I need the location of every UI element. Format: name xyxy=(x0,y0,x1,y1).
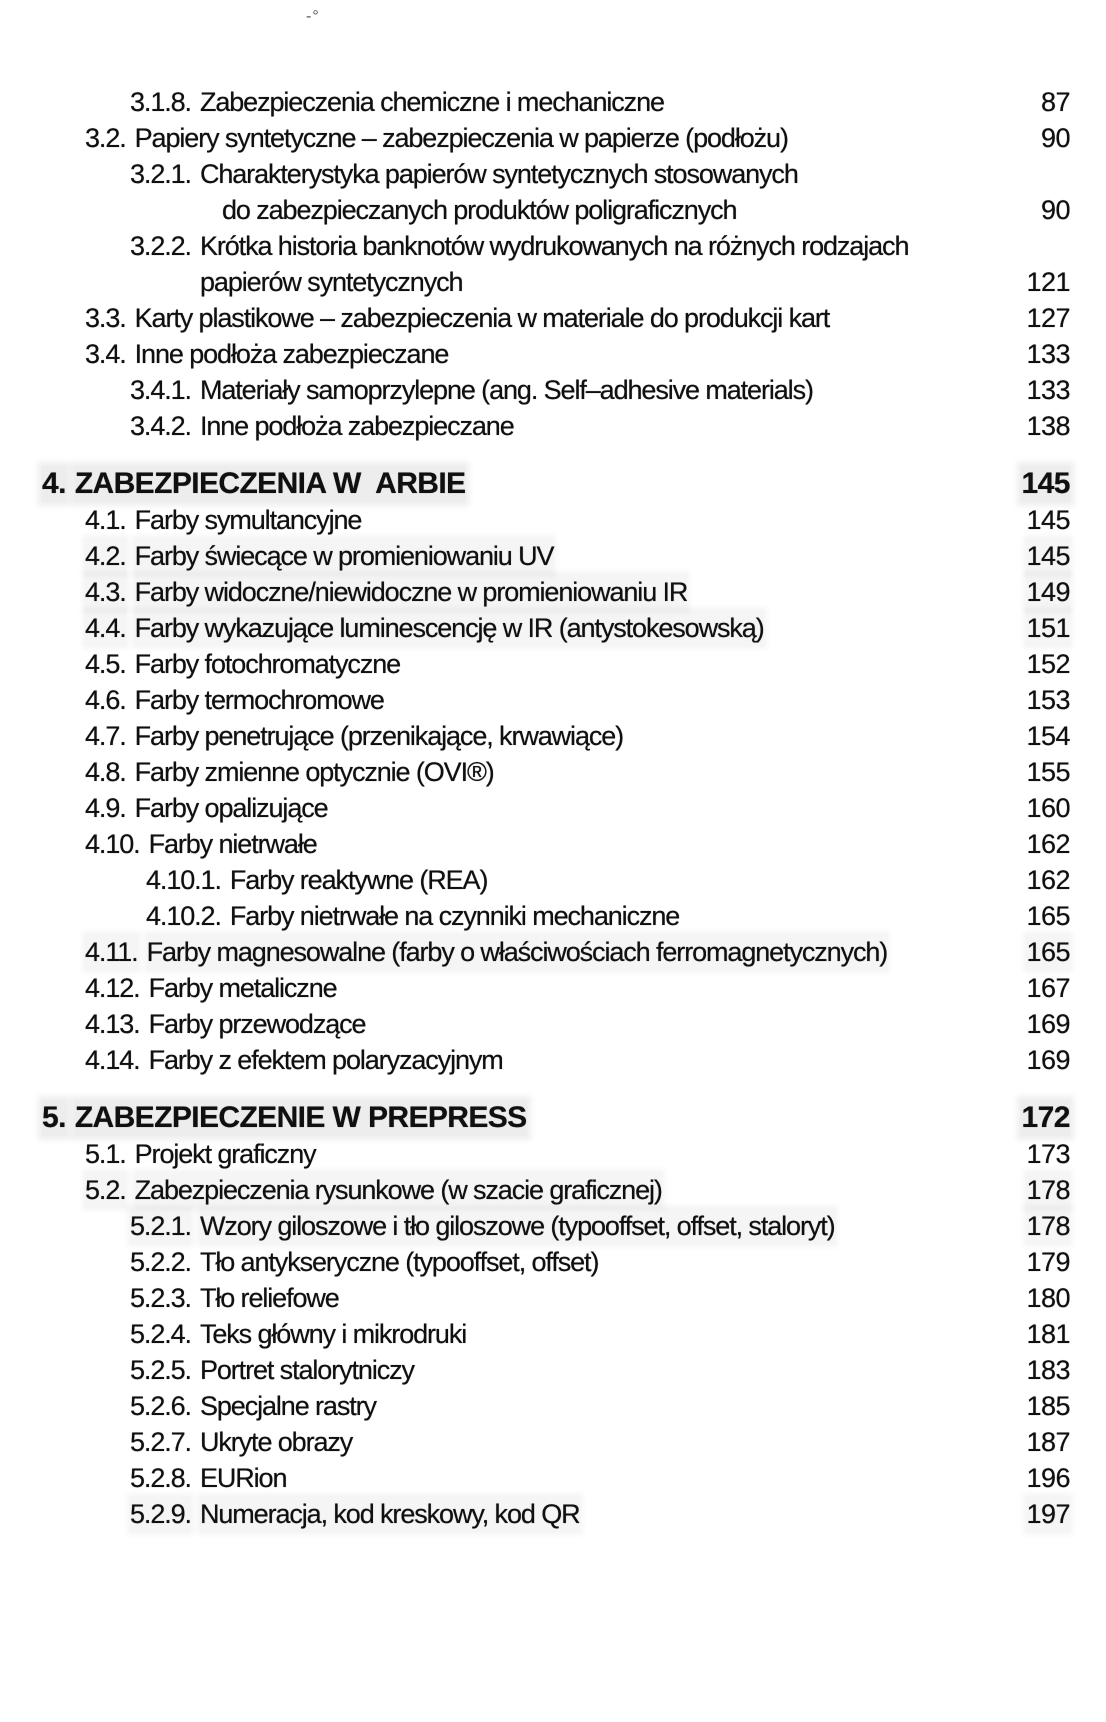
entry-number: 5. xyxy=(42,1101,66,1134)
entry-number: 4.11. xyxy=(85,934,138,970)
entry-page-number: 172 xyxy=(1021,1101,1070,1134)
entry-number: 4.5. xyxy=(85,649,126,679)
entry-number: 3.2.2. xyxy=(130,231,191,261)
entry-page-number: 180 xyxy=(1026,1283,1070,1313)
entry-page-number: 121 xyxy=(1026,267,1070,297)
entry-number: 3.4.1. xyxy=(130,375,191,405)
entry-number: 3.2. xyxy=(85,123,126,153)
entry-page-number: 185 xyxy=(1026,1391,1070,1421)
entry-title: Farby opalizujące xyxy=(134,793,328,823)
toc-entry xyxy=(0,1042,1106,1078)
entry-title: Specjalne rastry xyxy=(199,1391,376,1421)
toc-entry xyxy=(0,228,1106,264)
entry-title: Farby świecące w promieniowaniu UV xyxy=(135,538,554,574)
toc-entry xyxy=(0,934,1106,970)
entry-page-number: 145 xyxy=(1026,538,1070,574)
entry-number: 5.2.8. xyxy=(130,1463,191,1493)
entry-number: 4.6. xyxy=(85,685,126,715)
entry-title: Farby reaktywne (REA) xyxy=(229,865,488,895)
entry-title: Farby widoczne/niewidoczne w promieniowaniu IR xyxy=(135,574,688,610)
entry-number: 5.2.2. xyxy=(130,1247,191,1277)
entry-number: 5.1. xyxy=(85,1139,126,1169)
entry-page-number: 152 xyxy=(1026,649,1070,679)
entry-number: 3.1.8. xyxy=(130,87,191,117)
entry-page-number: 167 xyxy=(1026,973,1070,1003)
entry-title: Farby przewodzące xyxy=(148,1009,366,1039)
entry-number: 4.14. xyxy=(85,1045,140,1075)
entry-page-number: 90 xyxy=(1040,195,1070,225)
entry-page-number: 138 xyxy=(1026,411,1070,441)
entry-title: Farby fotochromatyczne xyxy=(134,649,401,679)
toc-entry xyxy=(0,538,1106,574)
toc-entry xyxy=(0,574,1106,610)
entry-number: 4.10. xyxy=(85,829,140,859)
entry-number: 5.2.7. xyxy=(130,1427,191,1457)
entry-title: Teks główny i mikrodruki xyxy=(199,1319,467,1349)
entry-page-number: 153 xyxy=(1026,685,1070,715)
toc-entry xyxy=(0,1352,1106,1388)
entry-number: 4.12. xyxy=(85,973,140,1003)
toc-entry xyxy=(0,1316,1106,1352)
entry-number: 5.2.9. xyxy=(130,1496,191,1532)
entry-title: Tło antykseryczne (typooffset, offset) xyxy=(199,1247,599,1277)
entry-title: Krótka historia banknotów wydrukowanych na różnych rodzajach xyxy=(199,231,909,261)
entry-title: ZABEZPIECZENIE W PREPRESS xyxy=(74,1101,527,1134)
entry-page-number: 154 xyxy=(1026,721,1070,751)
entry-number: 4.10.1. xyxy=(146,865,221,895)
entry-number: 5.2.3. xyxy=(130,1283,191,1313)
entry-number: 5.2.6. xyxy=(130,1391,191,1421)
entry-page-number: 183 xyxy=(1026,1355,1070,1385)
entry-title: Zabezpieczenia chemiczne i mechaniczne xyxy=(199,87,664,117)
entry-title: Farby metaliczne xyxy=(148,973,337,1003)
entry-title: Farby nietrwałe xyxy=(148,829,317,859)
entry-title: Ukryte obrazy xyxy=(199,1427,353,1457)
toc-list xyxy=(0,84,1106,1532)
toc-entry xyxy=(0,610,1106,646)
entry-page-number: 179 xyxy=(1026,1247,1070,1277)
entry-page-number: 196 xyxy=(1026,1463,1070,1493)
entry-number: 5.2.5. xyxy=(130,1355,191,1385)
toc-entry xyxy=(0,1100,1106,1136)
entry-title: Inne podłoża zabezpieczane xyxy=(134,339,449,369)
entry-number: 4.9. xyxy=(85,793,126,823)
entry-title: Materiały samoprzylepne (ang. Self–adhesive materials) xyxy=(199,375,813,405)
entry-title: Farby magnesowalne (farby o właściwościach ferromagnetycznych) xyxy=(147,934,888,970)
entry-title: EURion xyxy=(199,1463,287,1493)
entry-page-number: 151 xyxy=(1026,610,1070,646)
entry-number: 4. xyxy=(42,467,66,500)
toc-entry xyxy=(0,1280,1106,1316)
toc-entry xyxy=(0,192,1106,228)
entry-title: Farby nietrwałe na czynniki mechaniczne xyxy=(229,901,680,931)
entry-title: Projekt graficzny xyxy=(134,1139,316,1169)
entry-page-number: 133 xyxy=(1026,375,1070,405)
entry-number: 3.3. xyxy=(85,303,126,333)
toc-entry xyxy=(0,898,1106,934)
entry-page-number: 149 xyxy=(1026,574,1070,610)
toc-entry xyxy=(0,862,1106,898)
toc-entry xyxy=(0,502,1106,538)
toc-entry xyxy=(0,1244,1106,1280)
entry-title: Papiery syntetyczne – zabezpieczenia w papierze (podłożu) xyxy=(134,123,788,153)
entry-title: Portret stalorytniczy xyxy=(199,1355,414,1385)
entry-page-number: 165 xyxy=(1026,934,1070,970)
entry-title: Inne podłoża zabezpieczane xyxy=(199,411,514,441)
entry-page-number: 173 xyxy=(1026,1139,1070,1169)
entry-title: Karty plastikowe – zabezpieczenia w materiale do produkcji kart xyxy=(134,303,830,333)
toc-entry xyxy=(0,84,1106,120)
entry-title: Farby zmienne optycznie (OVI®) xyxy=(134,757,494,787)
toc-entry xyxy=(0,1424,1106,1460)
stray-scan-mark: -° xyxy=(306,8,320,25)
toc-entry xyxy=(0,408,1106,444)
entry-number: 4.10.2. xyxy=(146,901,221,931)
toc-entry xyxy=(0,1136,1106,1172)
toc-entry xyxy=(0,682,1106,718)
toc-entry xyxy=(0,1496,1106,1532)
toc-entry xyxy=(0,826,1106,862)
toc-entry xyxy=(0,156,1106,192)
toc-entry xyxy=(0,372,1106,408)
entry-page-number: 90 xyxy=(1040,123,1070,153)
entry-number: 4.1. xyxy=(85,505,126,535)
toc-entry xyxy=(0,718,1106,754)
entry-page-number: 162 xyxy=(1026,829,1070,859)
toc-entry xyxy=(0,336,1106,372)
entry-title: Farby penetrujące (przenikające, krwawiące) xyxy=(134,721,624,751)
entry-number: 5.2. xyxy=(85,1172,126,1208)
entry-page-number: 145 xyxy=(1021,467,1070,500)
entry-page-number: 145 xyxy=(1026,505,1070,535)
entry-title: Farby termochromowe xyxy=(134,685,384,715)
entry-title: Farby symultancyjne xyxy=(134,505,362,535)
entry-page-number: 169 xyxy=(1026,1045,1070,1075)
toc-entry xyxy=(0,1388,1106,1424)
entry-page-number: 160 xyxy=(1026,793,1070,823)
entry-page-number: 181 xyxy=(1026,1319,1070,1349)
toc-entry xyxy=(0,646,1106,682)
entry-page-number: 155 xyxy=(1026,757,1070,787)
entry-number: 5.2.1. xyxy=(130,1208,191,1244)
entry-title: ZABEZPIECZENIA W ARBIE xyxy=(74,467,466,500)
entry-number: 5.2.4. xyxy=(130,1319,191,1349)
entry-number: 4.13. xyxy=(85,1009,140,1039)
entry-page-number: 133 xyxy=(1026,339,1070,369)
entry-number: 4.7. xyxy=(85,721,126,751)
toc-entry xyxy=(0,1006,1106,1042)
entry-title: Zabezpieczenia rysunkowe (w szacie graficznej) xyxy=(135,1172,662,1208)
entry-title: do zabezpieczanych produktów poligraficznych xyxy=(222,195,737,225)
toc-entry xyxy=(0,300,1106,336)
entry-page-number: 178 xyxy=(1026,1172,1070,1208)
entry-title: Charakterystyka papierów syntetycznych stosowanych xyxy=(199,159,798,189)
entry-page-number: 187 xyxy=(1026,1427,1070,1457)
toc-entry xyxy=(0,754,1106,790)
toc-entry xyxy=(0,466,1106,502)
entry-page-number: 178 xyxy=(1026,1208,1070,1244)
entry-title: Numeracja, kod kreskowy, kod QR xyxy=(200,1496,580,1532)
entry-number: 3.2.1. xyxy=(130,159,191,189)
toc-entry xyxy=(0,120,1106,156)
entry-page-number: 162 xyxy=(1026,865,1070,895)
entry-page-number: 165 xyxy=(1026,901,1070,931)
entry-title: papierów syntetycznych xyxy=(200,267,463,297)
entry-number: 4.3. xyxy=(85,574,126,610)
toc-entry xyxy=(0,1460,1106,1496)
toc-entry xyxy=(0,1208,1106,1244)
entry-page-number: 197 xyxy=(1026,1496,1070,1532)
entry-number: 4.4. xyxy=(85,610,126,646)
entry-page-number: 169 xyxy=(1026,1009,1070,1039)
entry-number: 3.4. xyxy=(85,339,126,369)
entry-title: Wzory giloszowe i tło giloszowe (typooffset, offset, staloryt) xyxy=(200,1208,835,1244)
toc-entry xyxy=(0,790,1106,826)
entry-title: Tło reliefowe xyxy=(199,1283,339,1313)
toc-entry xyxy=(0,264,1106,300)
entry-page-number: 127 xyxy=(1026,303,1070,333)
toc-entry xyxy=(0,970,1106,1006)
entry-page-number: 87 xyxy=(1040,87,1070,117)
toc-entry xyxy=(0,1172,1106,1208)
entry-number: 3.4.2. xyxy=(130,411,191,441)
entry-number: 4.2. xyxy=(85,538,126,574)
entry-title: Farby z efektem polaryzacyjnym xyxy=(148,1045,503,1075)
entry-number: 4.8. xyxy=(85,757,126,787)
entry-title: Farby wykazujące luminescencję w IR (antystokesowską) xyxy=(135,610,764,646)
